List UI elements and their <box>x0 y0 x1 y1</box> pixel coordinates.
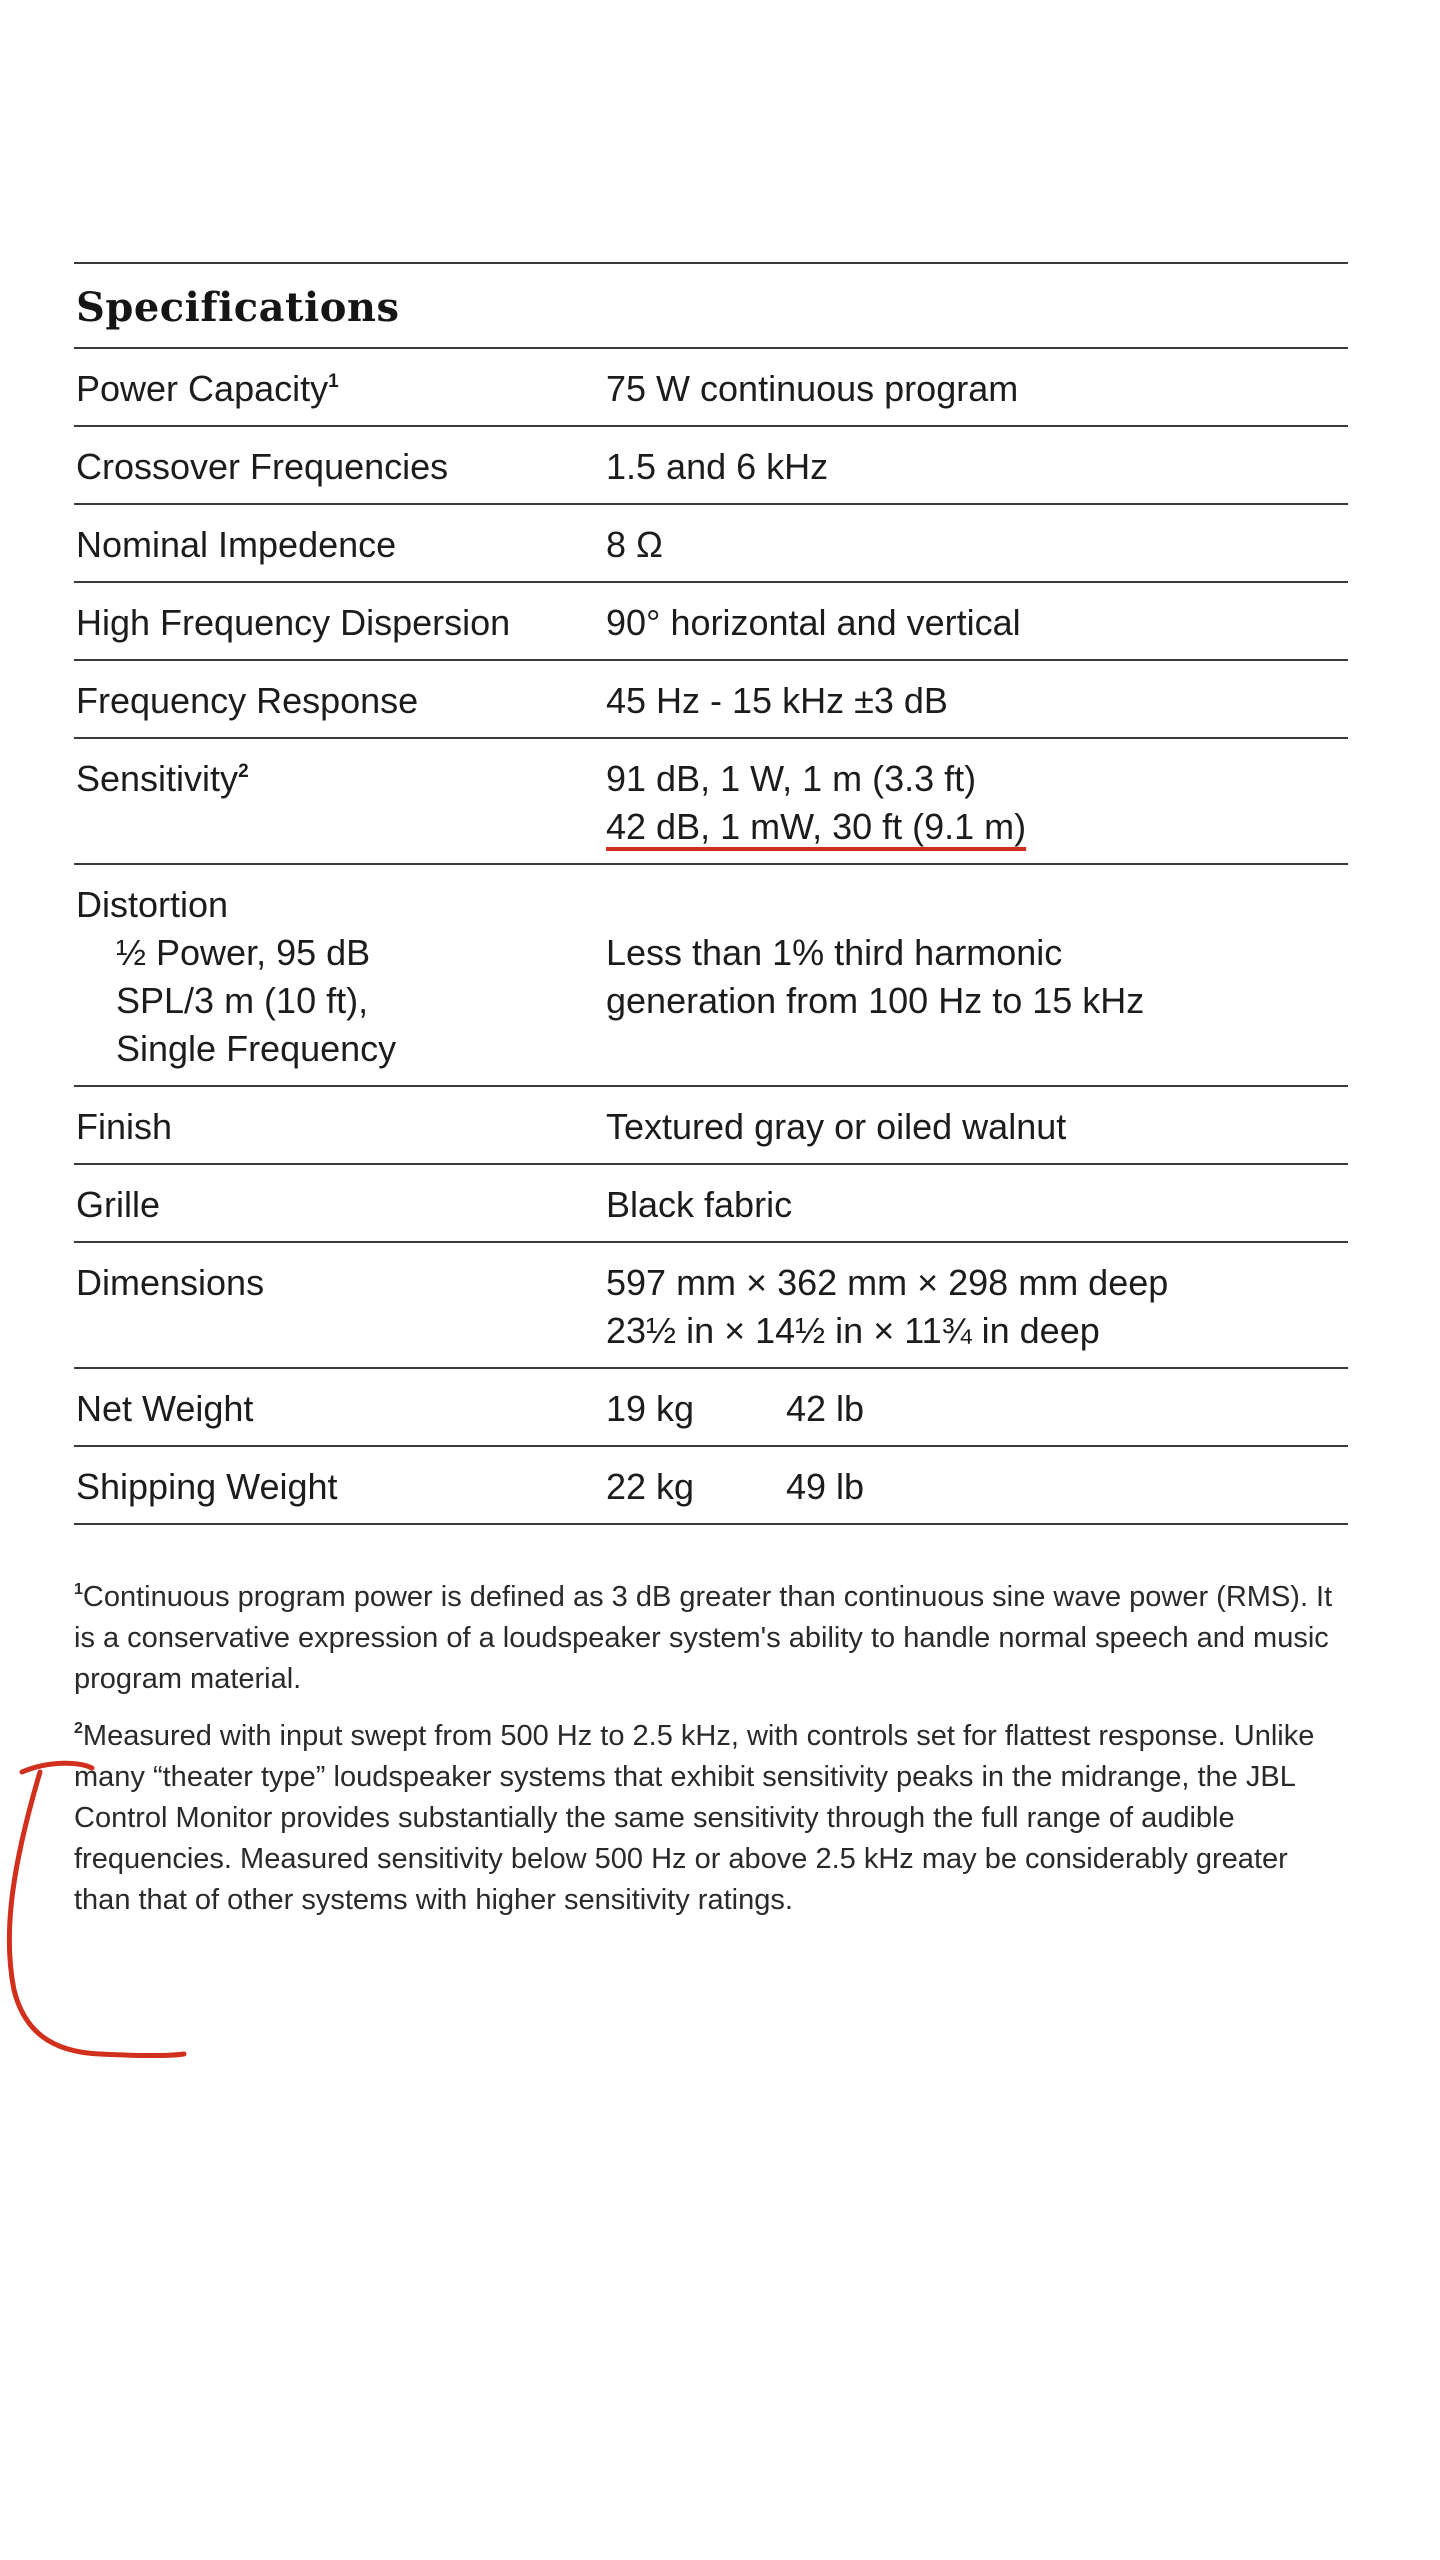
handwritten-underline: 42 dB, 1 mW, 30 ft (9.1 m) <box>606 806 1027 847</box>
page-title: Specifications <box>74 264 1348 349</box>
spec-row-finish <box>74 1087 1348 1165</box>
spec-value: 90° horizontal and vertical <box>606 602 1021 643</box>
spec-label: Shipping Weight <box>76 1466 338 1507</box>
spec-row-nominal-impedence <box>74 505 1348 583</box>
spec-row-crossover-frequencies <box>74 427 1348 505</box>
spec-value: 45 Hz - 15 kHz ±3 dB <box>606 680 948 721</box>
spec-row-net-weight <box>74 1369 1348 1447</box>
spec-row-sensitivity <box>74 739 1348 865</box>
spec-label: Dimensions <box>76 1262 265 1303</box>
spec-sub-label: ½ Power, 95 dB <box>116 932 371 973</box>
spec-label: Nominal Impedence <box>76 524 397 565</box>
spec-sub-label: Single Frequency <box>116 1028 397 1069</box>
spec-value: Textured gray or oiled walnut <box>606 1106 1067 1147</box>
spec-row-dimensions <box>74 1243 1348 1369</box>
spec-sub-label: SPL/3 m (10 ft), <box>116 980 369 1021</box>
weight-kg: 19 kg <box>606 1388 695 1429</box>
spec-row-high-frequency-dispersion <box>74 583 1348 661</box>
spec-row-frequency-response <box>74 661 1348 739</box>
footnote-1: $^1$Continuous program power is defined as 3 dB greater than continuous sine wave power (RMS). It is a conservative expression of a loudspeaker system's ability to handle normal speech and music program material. <box>74 1581 1333 1695</box>
footnote-ref: 1 <box>328 371 339 392</box>
spec-value <box>606 1463 1348 1511</box>
footnote-2: $^2$Measured with input swept from 500 Hz to 2.5 kHz, with controls set for flattest response. Unlike many “theater type” loudspeaker systems that exhibit sensitivity peaks in the midrange, the JBL Control Monitor provides substantially the same sensitivity through the full range of audible frequencies. Measured sensitivity below 500 Hz or above 2.5 kHz may be considerably greater than that of other systems with higher sensitivity ratings. <box>74 1720 1315 1916</box>
spec-label: Frequency Response <box>76 680 419 721</box>
spec-value: 8 Ω <box>606 524 663 565</box>
spec-value: 597 mm × 362 mm × 298 mm deep 23½ in × 14½ in × 11¾ in deep <box>606 1262 1169 1351</box>
spec-value <box>606 1385 1348 1433</box>
footnote-mark: 1 <box>74 1581 83 1598</box>
spec-sheet <box>74 262 1348 1937</box>
spec-label: Finish <box>76 1106 173 1147</box>
spec-label: Sensitivity$^2$ <box>76 758 249 799</box>
spec-label: Distortion ½ Power, 95 dB SPL/3 m (10 ft), Single Frequency <box>74 881 606 1073</box>
weight-kg: 22 kg <box>606 1466 695 1507</box>
weight-lb: 42 lb <box>786 1388 865 1429</box>
footnote-mark: 2 <box>74 1720 83 1737</box>
footnote-ref: 2 <box>238 761 249 782</box>
spec-row-power-capacity <box>74 349 1348 427</box>
spec-label: Crossover Frequencies <box>76 446 449 487</box>
footnotes <box>74 1577 1348 1921</box>
spec-label: Power Capacity$^1$ <box>76 368 339 409</box>
spec-value: 91 dB, 1 W, 1 m (3.3 ft) 42 dB, 1 mW, 30 ft (9.1 m) <box>606 758 1027 847</box>
spec-value: 1.5 and 6 kHz <box>606 446 829 487</box>
weight-lb: 49 lb <box>786 1466 865 1507</box>
spec-label: Net Weight <box>76 1388 254 1429</box>
spec-value: 75 W continuous program <box>606 368 1019 409</box>
spec-row-shipping-weight <box>74 1447 1348 1525</box>
spec-value: Black fabric <box>606 1184 793 1225</box>
spec-label: High Frequency Dispersion <box>76 602 511 643</box>
spec-row-grille <box>74 1165 1348 1243</box>
spec-row-distortion <box>74 865 1348 1087</box>
spec-value: Less than 1% third harmonic generation from 100 Hz to 15 kHz <box>606 932 1145 1021</box>
spec-label: Grille <box>76 1184 161 1225</box>
